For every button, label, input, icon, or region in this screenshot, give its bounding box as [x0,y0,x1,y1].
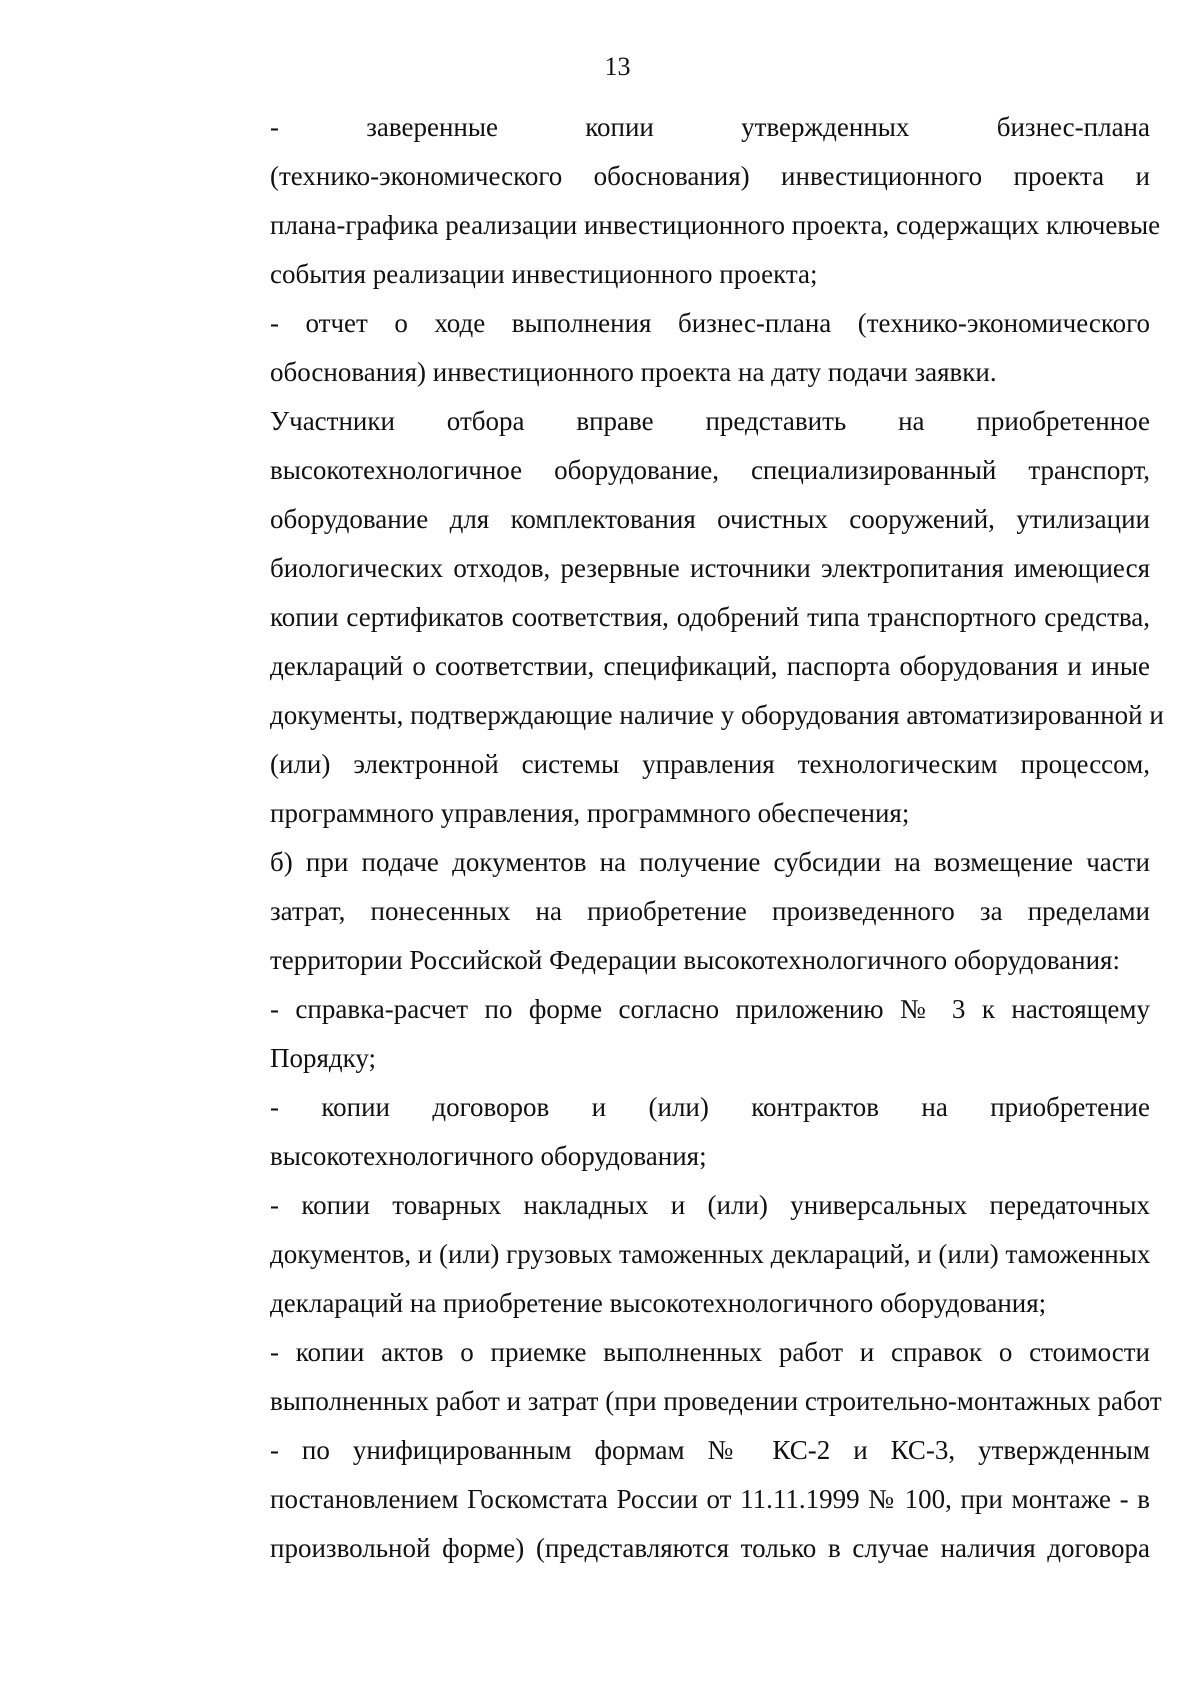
paragraph-contract-copies [198,1083,1150,1181]
text-line: деклараций о соответствии, спецификаций, паспорта оборудования и иные [270,651,1150,681]
paragraph-invoice-copies [198,1181,1150,1328]
paragraph-progress-report [198,299,1150,397]
paragraph-participants [198,397,1164,838]
paragraph-acceptance-acts [198,1328,1162,1573]
text-line: документы, подтверждающие наличие у оборудования автоматизированной и [270,700,1164,730]
text-line: - заверенные копии утвержденных бизнес-плана [270,112,1150,142]
text-line: - справка-расчет по форме согласно приложению № 3 к настоящему [270,994,1150,1024]
text-line: постановлением Госкомстата России от 11.11.1999 № 100, при монтаже - в [270,1484,1150,1514]
text-line: - копии актов о приемке выполненных работ и справок о стоимости [270,1337,1150,1367]
page-number: 13 [604,52,631,81]
text-line: высокотехнологичного оборудования; [270,1141,707,1171]
text-line: - копии товарных накладных и (или) универсальных передаточных [270,1190,1150,1220]
text-line: события реализации инвестиционного проекта; [270,259,818,289]
text-line: выполненных работ и затрат (при проведении строительно-монтажных работ [270,1386,1162,1416]
text-line: копии сертификатов соответствия, одобрений типа транспортного средства, [270,602,1150,632]
text-line: биологических отходов, резервные источники электропитания имеющиеся [270,553,1150,583]
text-line: - копии договоров и (или) контрактов на приобретение [270,1092,1150,1122]
text-line: высокотехнологичное оборудование, специализированный транспорт, [270,455,1150,485]
text-line: плана-графика реализации инвестиционного проекта, содержащих ключевые [270,210,1161,240]
paragraph-certified-copies [198,103,1161,299]
document-body [198,103,1164,1573]
text-line: деклараций на приобретение высокотехнологичного оборудования; [270,1288,1047,1318]
paragraph-calculation-certificate [198,985,1150,1083]
text-line: программного управления, программного обеспечения; [270,798,910,828]
text-line: б) при подаче документов на получение субсидии на возмещение части [270,847,1150,877]
text-line: произвольной форме) (представляются только в случае наличия договора [270,1533,1150,1563]
paragraph-item-b [198,838,1150,985]
text-line: обоснования) инвестиционного проекта на дату подачи заявки. [270,357,997,387]
text-line: (или) электронной системы управления технологическим процессом, [270,749,1150,779]
text-line: Участники отбора вправе представить на приобретенное [270,406,1150,436]
text-line: - отчет о ходе выполнения бизнес-плана (технико-экономического [270,308,1150,338]
text-line: затрат, понесенных на приобретение произведенного за пределами [270,896,1150,926]
text-line: территории Российской Федерации высокотехнологичного оборудования: [270,945,1120,975]
text-line: документов, и (или) грузовых таможенных деклараций, и (или) таможенных [270,1239,1151,1269]
text-line: - по унифицированным формам № КС-2 и КС-3, утвержденным [270,1435,1150,1465]
text-line: (технико-экономического обоснования) инвестиционного проекта и [270,161,1150,191]
text-line: Порядку; [270,1043,377,1073]
text-line: оборудование для комплектования очистных сооружений, утилизации [270,504,1150,534]
